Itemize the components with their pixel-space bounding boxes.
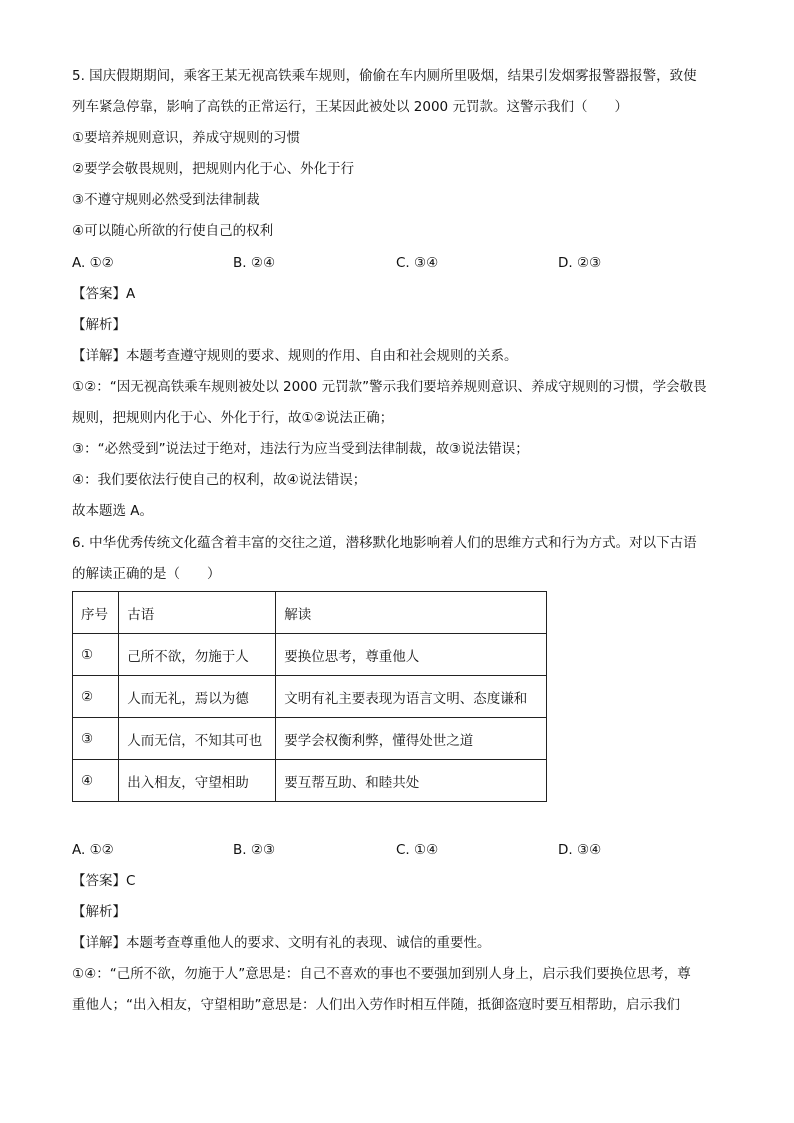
table-row (73, 718, 547, 760)
q5-option-c: C. ③④ (396, 255, 439, 271)
row-interpretation: 要换位思考，尊重他人 (276, 634, 547, 676)
q5-conclusion: 故本题选 A。 (72, 503, 154, 519)
q5-item-3: ③不遵守规则必然受到法律制裁 (72, 192, 260, 208)
q5-detail-line-3: 规则，把规则内化于心、外化于行，故①②说法正确； (72, 410, 394, 426)
q5-option-d: D. ②③ (558, 255, 602, 271)
q5-option-b: B. ②④ (233, 255, 276, 271)
q6-option-a: A. ①② (72, 842, 114, 858)
header-number: 序号 (73, 592, 119, 634)
q5-stem-line-1: 5. 国庆假期期间，乘客王某无视高铁乘车规则，偷偷在车内厕所里吸烟，结果引发烟雾报警器报警，致使 (72, 68, 697, 84)
q6-stem-line-1: 6. 中华优秀传统文化蕴含着丰富的交往之道，潜移默化地影响着人们的思维方式和行为方式。对以下古语 (72, 535, 697, 551)
q6-option-c: C. ①④ (396, 842, 439, 858)
row-interpretation: 要学会权衡利弊，懂得处世之道 (276, 718, 547, 760)
row-interpretation: 要互帮互助、和睦共处 (276, 760, 547, 802)
q5-option-a: A. ①② (72, 255, 114, 271)
q6-answer: 【答案】C (72, 873, 136, 889)
q5-answer: 【答案】A (72, 286, 136, 302)
q6-option-b: B. ②③ (233, 842, 276, 858)
row-saying: 己所不欲，勿施于人 (119, 634, 276, 676)
row-interpretation: 文明有礼主要表现为语言文明、态度谦和 (276, 676, 547, 718)
q5-detail-line-4: ③：“必然受到”说法过于绝对，违法行为应当受到法律制裁，故③说法错误； (72, 441, 529, 457)
table-header-row (73, 592, 547, 634)
table-row (73, 760, 547, 802)
table-row (73, 634, 547, 676)
q6-detail-line-3: 重他人；“出入相友，守望相助”意思是：人们出入劳作时相互伴随，抵御盗寇时要互相帮助，启示我们 (72, 997, 680, 1013)
q5-detail-line-2: ①②：“因无视高铁乘车规则被处以 2000 元罚款”警示我们要培养规则意识、养成守规则的习惯，学会敬畏 (72, 379, 707, 395)
q6-detail-line-1: 【详解】本题考查尊重他人的要求、文明有礼的表现、诚信的重要性。 (72, 935, 491, 951)
q6-detail-line-2: ①④：“己所不欲，勿施于人”意思是：自己不喜欢的事也不要强加到别人身上，启示我们要换位思考，尊 (72, 966, 691, 982)
row-number: ④ (73, 760, 119, 802)
row-saying: 人而无礼，焉以为德 (119, 676, 276, 718)
row-number: ③ (73, 718, 119, 760)
q5-detail-line-5: ④：我们要依法行使自己的权利，故④说法错误； (72, 472, 367, 488)
q5-stem-line-2: 列车紧急停靠，影响了高铁的正常运行，王某因此被处以 2000 元罚款。这警示我们（ ） (72, 99, 628, 115)
q5-item-2: ②要学会敬畏规则，把规则内化于心、外化于行 (72, 161, 355, 177)
q6-stem-line-2: 的解读正确的是（ ） (72, 566, 221, 582)
row-number: ① (73, 634, 119, 676)
q6-option-d: D. ③④ (558, 842, 602, 858)
q6-analysis-label: 【解析】 (72, 904, 126, 920)
header-saying: 古语 (119, 592, 276, 634)
header-interpretation: 解读 (276, 592, 547, 634)
row-saying: 出入相友，守望相助 (119, 760, 276, 802)
q5-item-4: ④可以随心所欲的行使自己的权利 (72, 223, 274, 239)
q5-analysis-label: 【解析】 (72, 317, 126, 333)
q5-detail-line-1: 【详解】本题考查遵守规则的要求、规则的作用、自由和社会规则的关系。 (72, 348, 518, 364)
table-row (73, 676, 547, 718)
ancient-sayings-table (72, 591, 547, 802)
row-number: ② (73, 676, 119, 718)
q5-item-1: ①要培养规则意识，养成守规则的习惯 (72, 130, 301, 146)
row-saying: 人而无信，不知其可也 (119, 718, 276, 760)
